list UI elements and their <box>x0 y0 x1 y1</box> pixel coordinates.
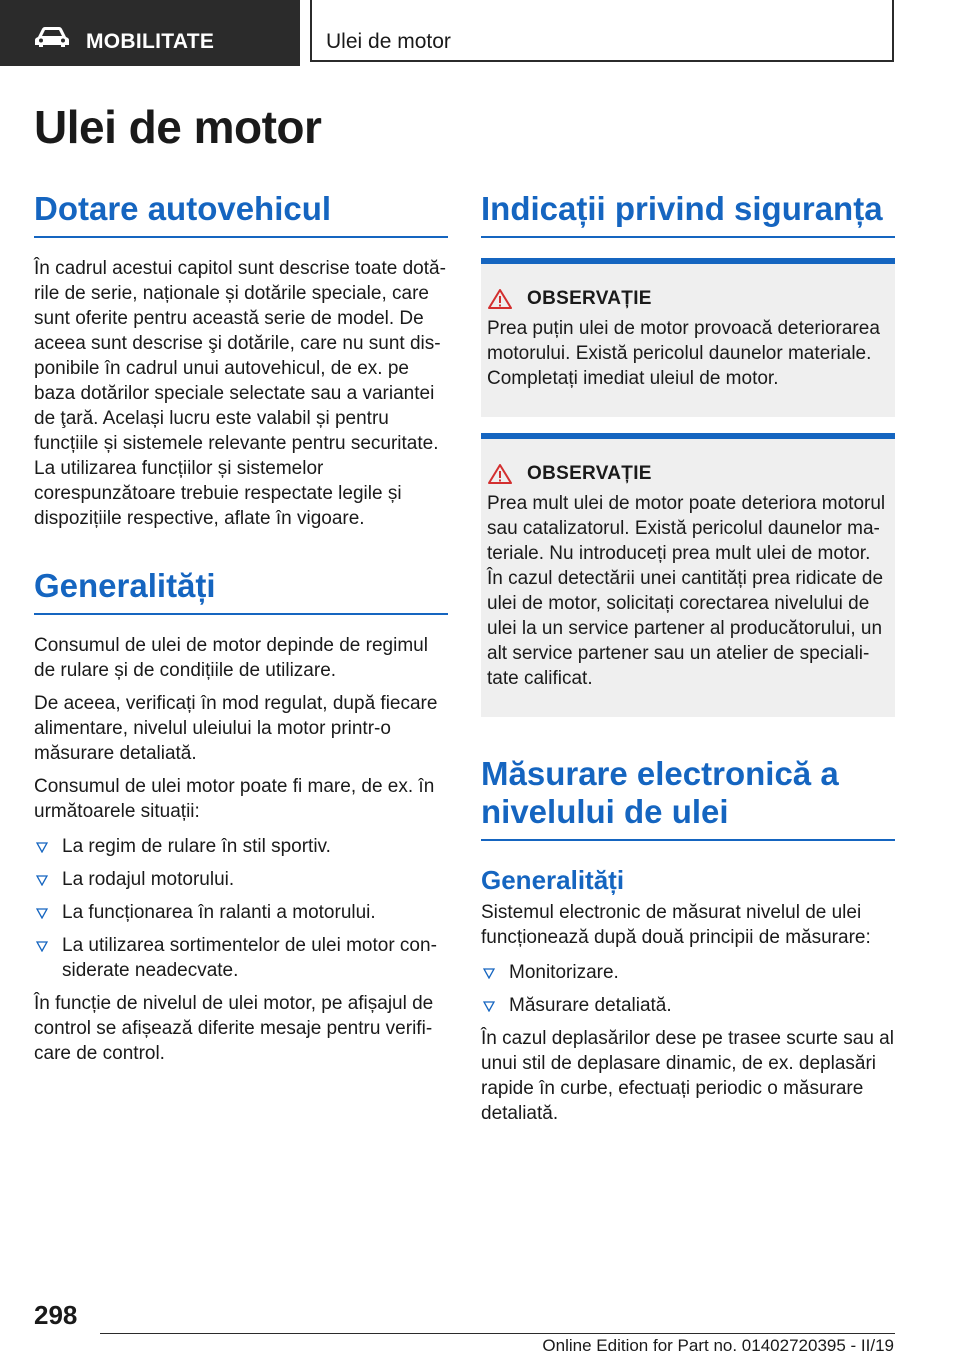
list-item: La utilizarea sortimentelor de ulei motor considerate neadecvate. <box>34 933 448 983</box>
section-tab[interactable] <box>0 0 300 66</box>
masurare-p2: În cazul deplasărilor dese pe trasee scurte sau al unui stil de deplasare dinamic, de ex. deplasări rapide în curbe, efectuați periodic o măsurare detaliată. <box>481 1028 894 1124</box>
triangle-bullet-icon <box>483 1001 495 1012</box>
list-item: La funcționarea în ralanti a motorului. <box>34 900 448 925</box>
dotare-text: În cadrul acestui capitol sunt descrise toate dotările de serie, naționale și dotările speciale, care sunt oferite pentru această serie de model. De aceea sunt descrise şi dotările, care nu sunt disponibile în cadrul unui autovehicul, de ex. pe baza dotărilor speciale selectate sau a variantei de ţară. Același lucru este valabil și pentru funcțiile și sistemele relevante pentru securitate. La utilizarea funcțiilor și sistemelor corespunzătoare trebuie respectate legile și dispozițiile respective, aflate în vigoare. <box>34 257 446 529</box>
generalitati-p1: Consumul de ulei de motor depinde de regimul de rulare și de condițiile de utilizare. <box>34 634 428 681</box>
left-column <box>34 190 448 1066</box>
section-label: MOBILITATE <box>86 30 215 53</box>
heading-siguranta: Indicații privind siguranța <box>481 190 895 238</box>
car-icon <box>34 26 70 48</box>
right-column <box>481 190 895 1126</box>
chapter-label: Ulei de motor <box>326 30 451 53</box>
generalitati-p2: De aceea, verificați în mod regulat, după fiecare alimentare, nivelul uleiului la motor printr-o măsurare detaliată. <box>34 692 438 764</box>
list-item: La rodajul motorului. <box>34 867 448 892</box>
consumption-list <box>34 834 448 983</box>
notice-text: Prea mult ulei de motor poate deteriora motorul sau catalizatorul. Există pericolul daunelor materiale. Nu introduceți prea mult ulei de motor. În cazul detectării unei cantități prea ridicate de ulei de motor, solicitați corectarea nivelului de ulei la un service partener al producătorului, un alt service partener sau un atelier de specialitate calificat. <box>487 492 886 689</box>
list-item: Monitorizare. <box>481 960 895 985</box>
triangle-bullet-icon <box>36 941 48 952</box>
notice-box <box>481 433 895 717</box>
subheading-generalitati: Generalități <box>481 864 625 895</box>
list-item: La regim de rulare în stil sportiv. <box>34 834 448 859</box>
generalitati-p3: Consumul de ulei motor poate fi mare, de ex. în următoarele situații: <box>34 775 435 822</box>
notice-label: OBSERVAȚIE <box>527 287 652 309</box>
footer-divider <box>100 1333 895 1334</box>
warning-icon <box>487 463 513 485</box>
page-title: Ulei de motor <box>34 101 322 153</box>
list-item: Măsurare detaliată. <box>481 993 895 1018</box>
notice-box <box>481 258 895 417</box>
triangle-bullet-icon <box>483 968 495 979</box>
edition-footer: Online Edition for Part no. 01402720395 - II/19 <box>542 1336 894 1355</box>
notice-header <box>487 288 889 310</box>
notice-header <box>487 463 889 485</box>
measurement-list <box>481 960 895 1018</box>
warning-icon <box>487 288 513 310</box>
generalitati-p4: În funcție de nivelul de ulei motor, pe afișajul de control se afișează diferite mesaje pentru verificare de control. <box>34 992 434 1064</box>
triangle-bullet-icon <box>36 908 48 919</box>
notice-text: Prea puțin ulei de motor provoacă deteriorarea motorului. Există pericolul daunelor materiale. Completați imediat uleiul de motor. <box>487 317 880 389</box>
triangle-bullet-icon <box>36 875 48 886</box>
page-header <box>0 0 960 66</box>
heading-masurare: Măsurare electronică a nivelului de ulei <box>481 755 895 841</box>
masurare-p1: Sistemul electronic de măsurat nivelul de ulei funcționează după două principii de măsurare: <box>481 902 871 948</box>
page-number: 298 <box>34 1300 78 1330</box>
chapter-tab[interactable] <box>310 0 894 62</box>
triangle-bullet-icon <box>36 842 48 853</box>
notice-label: OBSERVAȚIE <box>527 462 652 484</box>
heading-generalitati: Generalități <box>34 567 448 615</box>
heading-dotare: Dotare autovehicul <box>34 190 448 238</box>
